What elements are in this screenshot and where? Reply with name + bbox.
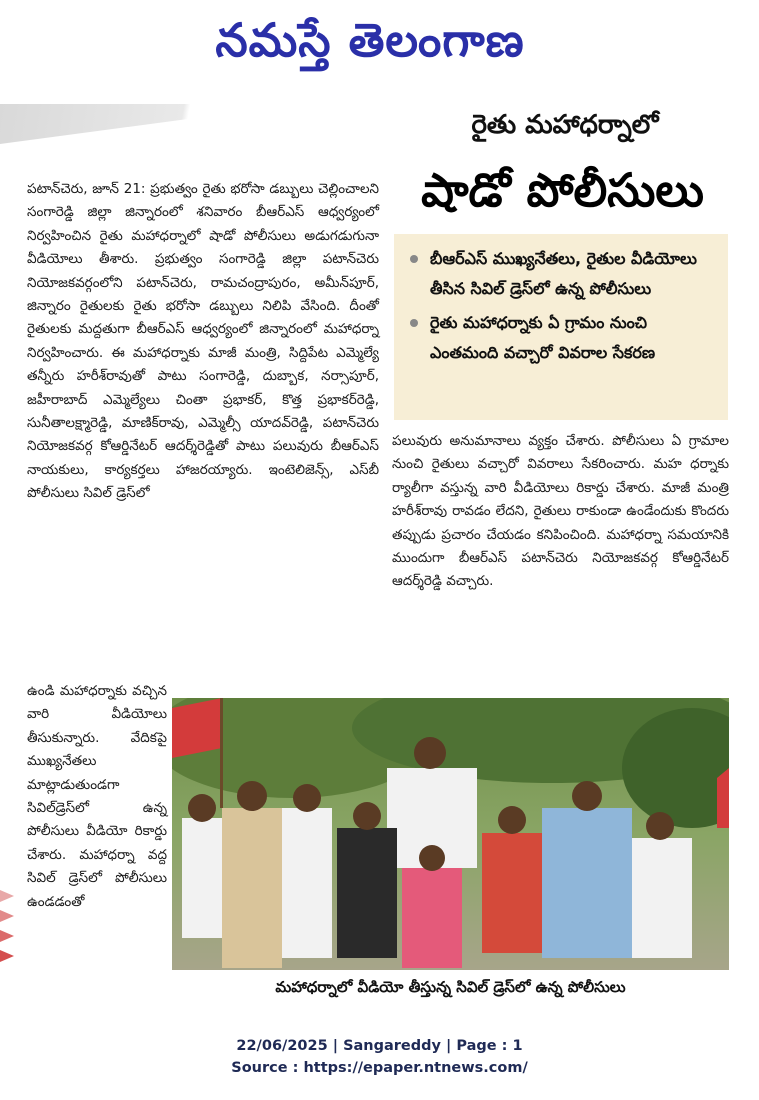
highlight-text: బీఆర్‌ఎస్ ముఖ్యనేతలు, రైతుల వీడియోలు తీసిన సివిల్ డ్రెస్‌లో ఉన్న పోలీసులు <box>430 249 697 298</box>
masthead-title: నమస్తే తెలంగాణ <box>215 13 525 67</box>
footer-source: Source : https://epaper.ntnews.com/ <box>231 1060 528 1076</box>
highlight-item <box>406 244 716 304</box>
article-body-left-column <box>27 178 379 506</box>
footer-dateline: 22/06/2025 | Sangareddy | Page : 1 <box>236 1038 523 1054</box>
news-photo <box>172 698 729 970</box>
highlight-text: రైతు మహాధర్నాకు ఏ గ్రామం నుంచి ఎంతమంది వచ్చారో వివరాల సేకరణ <box>430 313 656 362</box>
bullet-dot-icon <box>410 255 418 263</box>
highlight-item <box>406 308 716 368</box>
highlights-box <box>394 234 728 420</box>
article-body-right-column <box>392 430 729 594</box>
highlights-list <box>406 244 716 368</box>
article-headline: షాడో పోలీసులు <box>421 163 704 217</box>
bullet-dot-icon <box>410 319 418 327</box>
article-kicker: రైతు మహాధర్నాలో <box>471 110 659 140</box>
article-body-narrow-column <box>27 680 167 914</box>
body-paragraph: పటాన్‌చెరు, జూన్ 21: ప్రభుత్వం రైతు భరోసా డబ్బులు చెల్లించాలని సంగారెడ్డి జిల్లా జిన్నారంలో శనివారం బీఆర్‌ఎస్ ఆధ్వర్యంలో నిర్వహించిన రైతు మహాధర్నాలో షాడో పోలీసులు అడుగడుగునా వీడియోలు తీశారు. ప్రభుత్వం సంగారెడ్డి జిల్లా పటాన్‌చెరు నియోజకవర్గంలోని పటాన్‌చెరు, రామచంద్రాపురం, అమీన్‌పూర్, జిన్నారం రైతులకు రైతు భరోసా డబ్బులు నిలిపి వేసింది. దీంతో రైతులకు మద్దతుగా బీఆర్‌ఎస్ ఆధ్వర్యంలో జిన్నారంలో మహాధర్నా నిర్వహించారు. ఈ మహాధర్నాకు మాజీ మంత్రి, సిద్దిపేట ఎమ్మెల్యే తన్నీరు హరీశ్‌రావుతో పాటు సంగారెడ్డి, దుబ్బాక, నర్సాపూర్, జహీరాబాద్ ఎమ్మెల్యేలు చింతా ప్రభాకర్, కొత్త ప్రభాకర్‌రెడ్డి, సునీతాలక్ష్మారెడ్డి, మాణిక్‌రావు, ఎమ్మెల్సీ యాదవ్‌రెడ్డి, పటాన్‌చెరు నియోజకవర్గ కోఆర్డినేటర్ ఆదర్శ్‌రెడ్డితో పాటు పలువురు బీఆర్‌ఎస్ నాయకులు, కార్యకర్తలు హాజరయ్యారు. ఇంటెలిజెన్స్, ఎస్‌బీ పోలీసులు సివిల్ డ్రెస్‌లో <box>27 181 379 502</box>
rally-crowd-photo <box>172 698 729 970</box>
body-paragraph: పలువురు అనుమానాలు వ్యక్తం చేశారు. పోలీసులు ఏ గ్రామాల నుంచి రైతులు వచ్చారో వివరాలు సేకరించారు. మహ ధర్నాకు ర్యాలీగా వస్తున్న వారి వీడియోలు రికార్డు చేశారు. మాజీ మంత్రి హరీశ్‌రావు రావడం లేదని, రైతులు రాకుండా ఉండేందుకు కొందరు తప్పుడు ప్రచారం చేయడం కనిపించింది. మహాధర్నా సమయానికి ముందుగా బీఆర్‌ఎస్ పటాన్‌చెరు నియోజకవర్గ కోఆర్డినేటర్ ఆదర్శ్‌రెడ్డి వచ్చారు. <box>392 433 729 590</box>
photo-caption: మహాధర్నాలో వీడియో తీస్తున్న సివిల్ డ్రెస్‌లో ఉన్న పోలీసులు <box>275 978 626 996</box>
page-edge-marks <box>0 890 14 980</box>
decorative-wedge <box>0 104 300 144</box>
body-paragraph: ఉండి మహాధర్నాకు వచ్చిన వారి వీడియోలు తీసుకున్నారు. వేదికపై ముఖ్యనేతలు మాట్లాడుతుండగా సివిల్‌డ్రెస్‌లో ఉన్న పోలీసులు వీడియో రికార్డు చేశారు. మహాధర్నా వద్ద సివిల్ డ్రెస్‌లో పోలీసులు ఉండడంతో <box>27 683 167 910</box>
